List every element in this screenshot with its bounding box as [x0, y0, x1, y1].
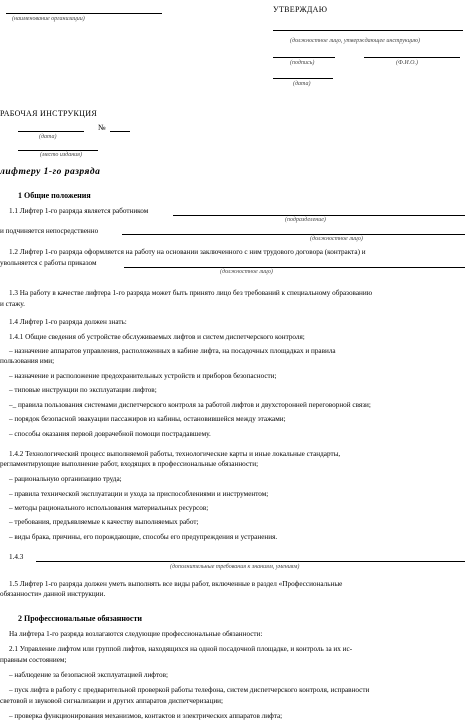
place-caption: (место издания): [40, 152, 82, 158]
place-line[interactable]: [18, 150, 98, 151]
org-caption: (наименование организации): [12, 16, 85, 22]
d-bullet-3: – проверка функционирования механизмов, контактов и электрических аппаратов лифта;: [9, 712, 283, 720]
c-bullet-5: – виды брака, причины, его порождающие, способы его предупреждения и устранения.: [9, 533, 278, 541]
p1-4-2-a: 1.4.2 Технологический процесс выполняемой работы, технологические карты и иные локальные стандарты,: [9, 450, 341, 458]
section2-intro: На лифтера 1-го разряда возлагаются следующие профессиональные обязанности:: [9, 630, 263, 638]
p1-4-3: 1.4.3: [9, 553, 24, 561]
c-bullet-2: – правила технической эксплуатации и ухода за приспособлениями и инструментом;: [9, 490, 269, 498]
p1-4-2-b: регламентирующие выполнение работ, входящих в профессиональные обязанности;: [0, 460, 259, 468]
doc-kind: РАБОЧАЯ ИНСТРУКЦИЯ: [0, 109, 97, 118]
p1-1-b-caption: (должностное лицо): [310, 236, 363, 242]
approver-position-caption: (должностное лицо, утверждающее инструкцию): [290, 38, 420, 44]
p1-5-b: обязанности» данной инструкции.: [0, 590, 106, 598]
c-bullet-4: – требования, предъявляемые к качеству выполняемых работ;: [9, 518, 199, 526]
bullet-3: – типовые инструкции по эксплуатации лифтов;: [9, 386, 157, 394]
c-bullet-1: – рациональную организацию труда;: [9, 475, 122, 483]
p1-2-b: увольняется с работы приказом: [0, 259, 97, 267]
p1-3-a: 1.3 На работу в качестве лифтера 1-го разряда может быть принято лицо без требований к специальному образованию: [9, 289, 373, 297]
p1-3-b: и стажу.: [0, 300, 25, 308]
approve-date-caption: (дата): [293, 81, 311, 87]
p1-4: 1.4 Лифтер 1-го разряда должен знать:: [9, 318, 127, 326]
p1-1-line[interactable]: [173, 215, 465, 216]
p1-1-caption: (подразделение): [285, 217, 326, 223]
p1-2-line[interactable]: [124, 267, 465, 268]
bullet-1b: пользования ими;: [0, 357, 55, 365]
p1-4-3-line[interactable]: [36, 561, 465, 562]
bullet-4: –_ правила пользования системами диспетчерского контроля за работой лифтов и двухсторонней переговорной связи;: [9, 401, 371, 409]
approve-label: УТВЕРЖДАЮ: [273, 5, 328, 14]
d-bullet-2b: световой и звуковой сигнализации и других аппаратов диспетчеризации;: [0, 697, 224, 705]
p2-1-a: 2.1 Управление лифтом или группой лифтов, находящихся на одной посадочной площадке, и контроль за их ис-: [9, 645, 353, 653]
section2-heading: 2 Профессиональные обязанности: [18, 614, 143, 623]
approver-position-line-1[interactable]: [273, 30, 463, 31]
c-bullet-3: – методы рационального использования материальных ресурсов;: [9, 504, 209, 512]
p1-4-3-caption: (дополнительные требования к знаниям, умениям): [170, 564, 300, 570]
d-bullet-2a: – пуск лифта в работу с предварительной проверкой работы телефона, систем диспетчерского контроля, исправности: [9, 686, 370, 694]
p1-1-b-line[interactable]: [122, 234, 465, 235]
section1-heading: 1 Общие положения: [18, 191, 91, 200]
p1-5-a: 1.5 Лифтер 1-го разряда должен уметь выполнять все виды работ, включенные в раздел «Профессиональные: [9, 580, 343, 588]
p1-1: 1.1 Лифтер 1-го разряда является работником: [9, 207, 149, 215]
p1-2-a: 1.2 Лифтер 1-го разряда оформляется на работу на основании заключенного с ним трудового договора (контракта) и: [9, 248, 366, 256]
d-bullet-1: – наблюдение за безопасной эксплуатацией лифтов;: [9, 671, 168, 679]
p1-2-caption: (должностное лицо): [220, 269, 273, 275]
number-sign: №: [98, 123, 106, 132]
fio-caption: (Ф.И.О.): [396, 60, 418, 66]
org-name-line[interactable]: [6, 13, 162, 14]
bullet-6: – способы оказания первой доврачебной помощи пострадавшему.: [9, 430, 211, 438]
p1-4-1: 1.4.1 Общие сведения об устройстве обслуживаемых лифтов и систем диспетчерского контроля;: [9, 333, 305, 341]
doc-number-line[interactable]: [110, 131, 130, 132]
bullet-1a: – назначение аппаратов управления, расположенных в кабине лифта, на посадочных площадках и правила: [9, 347, 336, 355]
bullet-2: – назначение и расположение предохранительных устройств и приборов безопасности;: [9, 372, 277, 380]
p1-1-b: и подчиняется непосредственно: [0, 227, 99, 235]
doc-date-line[interactable]: [18, 131, 84, 132]
doc-title: лифтеру 1-го разряда: [0, 167, 101, 177]
doc-date-caption: (дата): [39, 134, 57, 140]
bullet-5: – порядок безопасной эвакуации пассажиров из кабины, остановившейся между этажами;: [9, 415, 286, 423]
signature-line[interactable]: [273, 57, 335, 58]
p2-1-b: правным состоянием;: [0, 656, 67, 664]
fio-line[interactable]: [364, 57, 460, 58]
approve-date-line[interactable]: [273, 78, 333, 79]
signature-caption: (подпись): [290, 60, 315, 66]
